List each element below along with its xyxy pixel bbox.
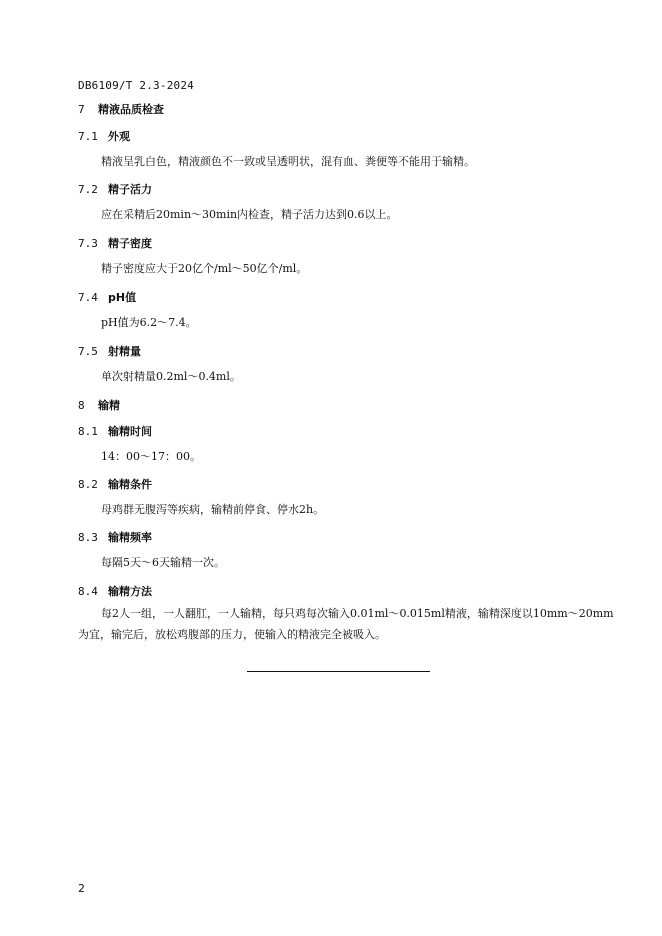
section-title: 精子活力 (108, 183, 152, 196)
section-title: 输精时间 (108, 425, 152, 438)
paragraph-7-2: 应在采精后20min～30min内检查，精子活力达到0.6以上。 (101, 208, 398, 221)
section-heading-7-3 (78, 235, 152, 251)
section-title: 输精 (98, 399, 120, 412)
paragraph-7-1: 精液呈乳白色，精液颜色不一致或呈透明状，混有血、粪便等不能用于输精。 (101, 155, 475, 168)
paragraph-8-3: 每隔5天～6天输精一次。 (101, 556, 225, 569)
section-heading-7 (78, 101, 164, 117)
section-heading-8-1 (78, 423, 152, 439)
section-title: 外观 (108, 130, 130, 143)
paragraph-7-5: 单次射精量0.2ml～0.4ml。 (101, 370, 241, 383)
page-number: 2 (78, 882, 85, 895)
section-heading-7-1 (78, 128, 130, 144)
section-number: 7.4 (78, 291, 98, 304)
section-heading-8-3 (78, 529, 152, 545)
paragraph-8-4: 每2人一组，一人翻肛，一人输精，每只鸡每次输入0.01ml～0.015ml精液，输精深度以10mm～20mm为宜，输完后，放松鸡腹部的压力，使输入的精液完全被吸入。 (78, 607, 614, 641)
section-heading-8 (78, 397, 120, 413)
section-number: 7.3 (78, 237, 98, 250)
section-title: 输精条件 (108, 478, 152, 491)
section-heading-7-2 (78, 181, 152, 197)
section-number: 7.2 (78, 183, 98, 196)
paragraph-7-3: 精子密度应大于20亿个/ml～50亿个/ml。 (101, 262, 308, 275)
section-title: 输精方法 (108, 585, 152, 598)
section-title: pH值 (108, 291, 137, 304)
paragraph-8-2: 母鸡群无腹泻等疾病，输精前停食、停水2h。 (101, 503, 325, 516)
end-rule (247, 671, 430, 672)
section-title: 精液品质检查 (98, 103, 164, 116)
paragraph-7-4: pH值为6.2～7.4。 (101, 316, 197, 329)
section-heading-8-4 (78, 583, 152, 599)
section-title: 输精频率 (108, 531, 152, 544)
section-heading-7-4 (78, 289, 136, 305)
paragraph-8-1: 14：00～17：00。 (101, 450, 201, 463)
section-number: 8 (78, 399, 85, 412)
section-number: 8.3 (78, 531, 98, 544)
section-heading-8-2 (78, 476, 152, 492)
document-code: DB6109/T 2.3-2024 (78, 79, 194, 92)
section-number: 8.1 (78, 425, 98, 438)
section-heading-7-5 (78, 343, 141, 359)
section-number: 8.4 (78, 585, 98, 598)
section-number: 8.2 (78, 478, 98, 491)
section-number: 7.1 (78, 130, 98, 143)
section-number: 7 (78, 103, 85, 116)
section-number: 7.5 (78, 345, 98, 358)
section-title: 精子密度 (108, 237, 152, 250)
section-title: 射精量 (108, 345, 141, 358)
